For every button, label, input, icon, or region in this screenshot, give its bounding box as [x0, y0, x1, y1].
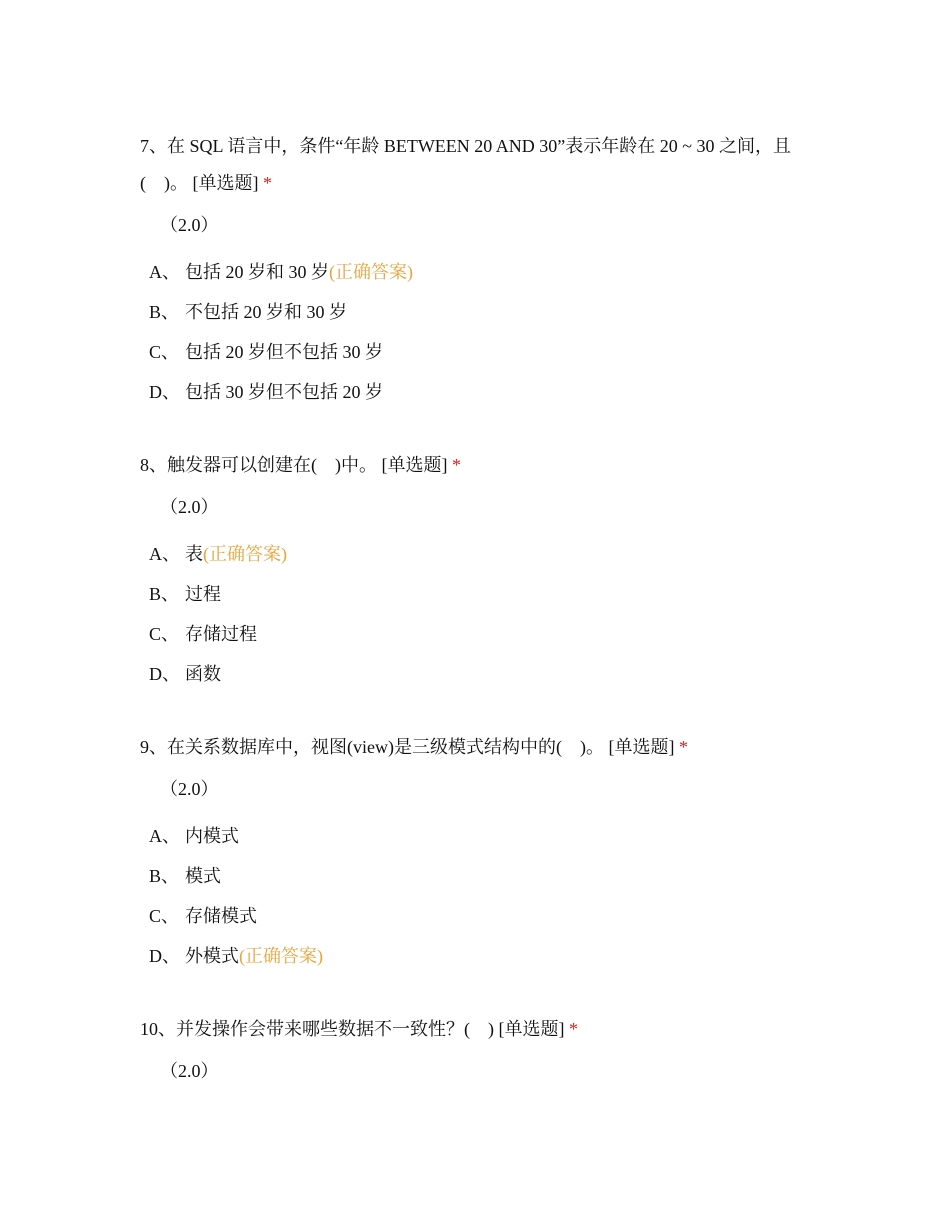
- correct-answer-label: (正确答案): [203, 544, 287, 564]
- option-d[interactable]: [149, 654, 800, 694]
- option-text: 过程: [185, 584, 221, 604]
- option-letter: C、: [149, 624, 180, 644]
- option-letter: C、: [149, 906, 180, 926]
- option-a[interactable]: [149, 816, 800, 856]
- option-letter: D、: [149, 382, 180, 402]
- option-text: 表: [185, 544, 203, 564]
- question-title: 8、触发器可以创建在( )中。 [单选题] *: [140, 455, 461, 475]
- question-title: 7、在 SQL 语言中，条件“年龄 BETWEEN 20 AND 30”表示年龄在 20 ~ 30 之间，且( )。 [单选题] *: [140, 136, 792, 193]
- question-10: [140, 1011, 800, 1084]
- option-c[interactable]: [149, 332, 800, 372]
- option-letter: D、: [149, 946, 180, 966]
- option-letter: A、: [149, 544, 180, 564]
- option-d[interactable]: [149, 936, 800, 976]
- option-text: 包括 30 岁但不包括 20 岁: [185, 382, 383, 402]
- required-mark: *: [568, 1019, 578, 1039]
- option-letter: A、: [149, 826, 180, 846]
- option-b[interactable]: [149, 574, 800, 614]
- option-text: 包括 20 岁但不包括 30 岁: [185, 342, 383, 362]
- option-letter: D、: [149, 664, 180, 684]
- required-mark: *: [262, 173, 272, 193]
- option-list: [140, 252, 800, 412]
- question-score: （2.0）: [160, 779, 219, 799]
- option-text: 存储过程: [185, 624, 257, 644]
- option-text: 模式: [185, 866, 221, 886]
- option-a[interactable]: [149, 252, 800, 292]
- option-d[interactable]: [149, 372, 800, 412]
- option-a[interactable]: [149, 534, 800, 574]
- option-text: 不包括 20 岁和 30 岁: [185, 302, 347, 322]
- question-title: 10、并发操作会带来哪些数据不一致性？( ) [单选题] *: [140, 1019, 578, 1039]
- option-letter: B、: [149, 302, 180, 322]
- option-text: 包括 20 岁和 30 岁: [185, 262, 329, 282]
- question-title: 9、在关系数据库中，视图(view)是三级模式结构中的( )。 [单选题] *: [140, 737, 688, 757]
- option-b[interactable]: [149, 856, 800, 896]
- question-9: [140, 729, 800, 976]
- option-c[interactable]: [149, 896, 800, 936]
- option-text: 存储模式: [185, 906, 257, 926]
- option-text: 外模式: [185, 946, 239, 966]
- option-letter: A、: [149, 262, 180, 282]
- question-8: [140, 447, 800, 694]
- option-list: [140, 534, 800, 694]
- correct-answer-label: (正确答案): [239, 946, 323, 966]
- required-mark: *: [451, 455, 461, 475]
- question-score: （2.0）: [160, 497, 219, 517]
- option-letter: C、: [149, 342, 180, 362]
- option-letter: B、: [149, 584, 180, 604]
- option-b[interactable]: [149, 292, 800, 332]
- question-score: （2.0）: [160, 215, 219, 235]
- option-text: 内模式: [185, 826, 239, 846]
- question-7: [140, 128, 800, 412]
- option-list: [140, 816, 800, 976]
- option-text: 函数: [185, 664, 221, 684]
- correct-answer-label: (正确答案): [329, 262, 413, 282]
- option-letter: B、: [149, 866, 180, 886]
- question-score: （2.0）: [160, 1061, 219, 1081]
- option-c[interactable]: [149, 614, 800, 654]
- required-mark: *: [678, 737, 688, 757]
